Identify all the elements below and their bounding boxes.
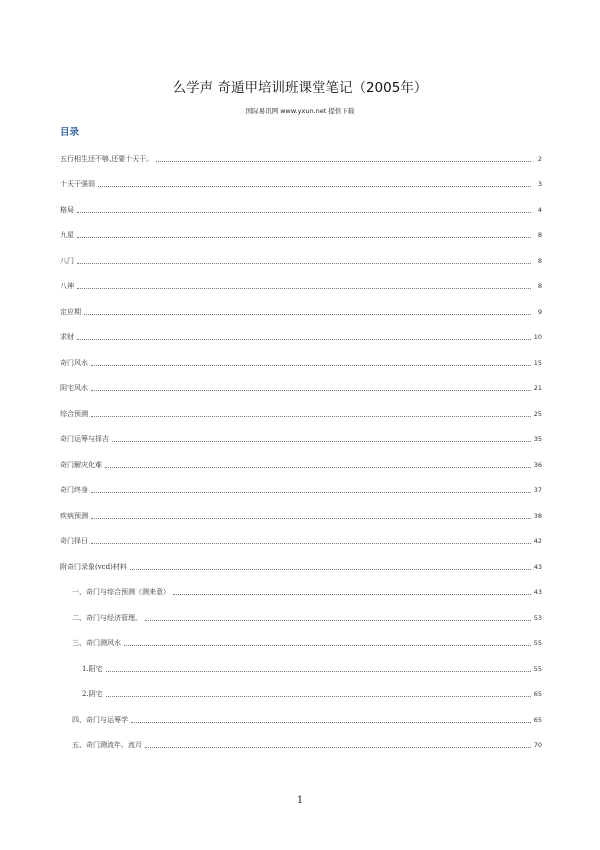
toc-entry-label: 阴宅风水 xyxy=(60,384,88,393)
toc-leader-dots xyxy=(98,185,531,187)
toc-entry-page: 65 xyxy=(533,715,542,724)
toc-entry-page: 42 xyxy=(533,537,542,546)
toc-leader-dots xyxy=(145,746,531,748)
toc-entry[interactable] xyxy=(60,248,542,274)
toc-entry-page: 55 xyxy=(533,664,542,673)
toc-entry-label: 奇门风水 xyxy=(60,358,88,367)
toc-leader-dots xyxy=(173,593,531,595)
toc-entry-page: 37 xyxy=(533,486,542,495)
toc-entry-label: 二、奇门与经济管理。 xyxy=(72,613,142,622)
toc-entry-page: 36 xyxy=(533,460,542,469)
toc-leader-dots xyxy=(77,262,531,264)
toc-leader-dots xyxy=(156,160,531,162)
toc-subentry[interactable] xyxy=(60,605,542,631)
toc-leader-dots xyxy=(91,491,531,493)
toc-entry-page: 38 xyxy=(533,511,542,520)
toc-entry-page: 8 xyxy=(537,231,542,240)
toc-subsubentry[interactable] xyxy=(60,656,542,682)
toc-entry-page: 15 xyxy=(533,358,542,367)
toc-entry-label: 格局 xyxy=(60,205,74,214)
toc-entry-label: 五行相生还不够,还要十天干。 xyxy=(60,154,154,163)
toc-entry[interactable] xyxy=(60,503,542,529)
toc-entry-label: 综合预测 xyxy=(60,409,88,418)
toc-leader-dots xyxy=(77,287,531,289)
toc-leader-dots xyxy=(91,389,531,391)
toc-entry[interactable] xyxy=(60,172,542,198)
toc-entry[interactable] xyxy=(60,223,542,249)
toc-leader-dots xyxy=(91,415,531,417)
toc-entry-page: 10 xyxy=(533,333,542,342)
document-subtitle: 国际易讯网 www.yxun.net 提供下载 xyxy=(245,107,355,115)
toc-entry[interactable] xyxy=(60,274,542,300)
toc-entry-page: 25 xyxy=(533,409,542,418)
toc-entry-page: 9 xyxy=(537,307,542,316)
document-title: 么学声 奇遁甲培训班课堂笔记（2005年） xyxy=(172,80,428,96)
toc-entry[interactable] xyxy=(60,529,542,555)
toc-entry[interactable] xyxy=(60,350,542,376)
toc-leader-dots xyxy=(91,364,531,366)
toc-entry-label: 求财 xyxy=(60,333,74,342)
toc-entry[interactable] xyxy=(60,146,542,172)
toc-entry[interactable] xyxy=(60,452,542,478)
toc-leader-dots xyxy=(77,338,531,340)
toc-subentry[interactable] xyxy=(60,631,542,657)
toc-subentry[interactable] xyxy=(60,580,542,606)
toc-leader-dots xyxy=(124,644,531,646)
toc-entry-label: 十天干强弱 xyxy=(60,180,95,189)
toc-entry-page: 8 xyxy=(537,282,542,291)
toc-entry[interactable] xyxy=(60,325,542,351)
toc-entry-page: 70 xyxy=(533,741,542,750)
toc-entry-page: 8 xyxy=(537,256,542,265)
toc-entry[interactable] xyxy=(60,554,542,580)
toc-entry-label: 疾病预测 xyxy=(60,511,88,520)
toc-entry-page: 3 xyxy=(537,180,542,189)
toc-entry-label: 三、奇门测风水 xyxy=(72,639,121,648)
toc-subentry[interactable] xyxy=(60,733,542,759)
toc-leader-dots xyxy=(130,568,531,570)
toc-leader-dots xyxy=(106,695,531,697)
toc-entry-label: 四、奇门与运筹学 xyxy=(72,715,128,724)
toc-leader-dots xyxy=(105,466,531,468)
toc-entry-page: 35 xyxy=(533,435,542,444)
toc-leader-dots xyxy=(77,211,531,213)
toc-entry-page: 53 xyxy=(533,613,542,622)
toc-entry-label: 1.阳宅 xyxy=(82,664,103,673)
toc-leader-dots xyxy=(131,721,531,723)
toc-leader-dots xyxy=(106,670,531,672)
toc-entry-label: 定应期 xyxy=(60,307,81,316)
toc-entry-page: 43 xyxy=(533,562,542,571)
toc-entry-page: 55 xyxy=(533,639,542,648)
toc-entry-label: 九星 xyxy=(60,231,74,240)
toc-entry-label: 五、奇门测流年、流月 xyxy=(72,741,142,750)
toc-leader-dots xyxy=(91,542,531,544)
toc-entry-label: 奇门择日 xyxy=(60,537,88,546)
toc-entry[interactable] xyxy=(60,401,542,427)
toc-entry-page: 43 xyxy=(533,588,542,597)
toc-entry-page: 21 xyxy=(533,384,542,393)
toc-entry-label: 八门 xyxy=(60,256,74,265)
toc-entry[interactable] xyxy=(60,376,542,402)
toc-subsubentry[interactable] xyxy=(60,682,542,708)
toc-entry-label: 奇门终身 xyxy=(60,486,88,495)
toc-entry[interactable] xyxy=(60,197,542,223)
toc-heading: 目录 xyxy=(60,127,80,138)
toc-entry-label: 附奇门录象(vcd)材料 xyxy=(60,562,127,571)
toc-entry-label: 奇门解灾化难 xyxy=(60,460,102,469)
toc-entry[interactable] xyxy=(60,299,542,325)
toc-entry[interactable] xyxy=(60,478,542,504)
toc-entry-label: 八神 xyxy=(60,282,74,291)
toc-leader-dots xyxy=(112,440,531,442)
toc-leader-dots xyxy=(145,619,531,621)
toc-entry-label: 2.阴宅 xyxy=(82,690,103,699)
page-number: 1 xyxy=(296,795,304,806)
table-of-contents xyxy=(60,146,542,758)
toc-subentry[interactable] xyxy=(60,707,542,733)
toc-entry-page: 2 xyxy=(537,154,542,163)
toc-entry-label: 奇门运筹与择吉 xyxy=(60,435,109,444)
toc-entry-page: 4 xyxy=(537,205,542,214)
toc-leader-dots xyxy=(91,517,531,519)
toc-entry[interactable] xyxy=(60,427,542,453)
toc-leader-dots xyxy=(77,236,531,238)
toc-entry-label: 一、奇门与综合预测（测来意） xyxy=(72,588,170,597)
toc-leader-dots xyxy=(84,313,531,315)
toc-entry-page: 65 xyxy=(533,690,542,699)
